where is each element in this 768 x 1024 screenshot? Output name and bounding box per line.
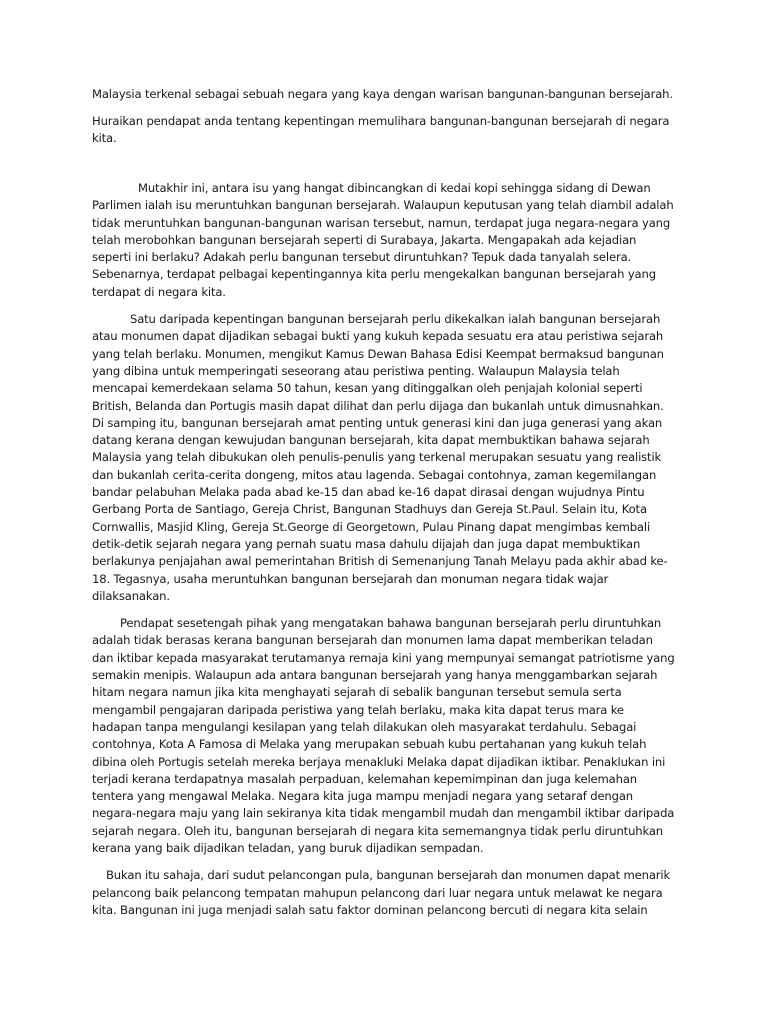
essay-paragraph-introduction: Mutakhir ini, antara isu yang hangat dibincangkan di kedai kopi sehingga sidang di Dewan Parlimen ialah isu meruntuhkan bangunan bersejarah. Walaupun keputusan yang telah diambil adalah tidak meruntuhkan bangunan-bangunan warisan tersebut, namun, terdapat juga negara-negara yang telah merobohkan bangunan bersejarah seperti di Surabaya, Jakarta. Mengapakah ada kejadian seperti ini berlaku? Adakah perlu bangunan tersebut diruntuhkan? Tepuk dada tanyalah selera. Sebenarnya, terdapat pelbagai kepentingannya kita perlu mengekalkan bangunan bersejarah yang terdapat di negara kita. <box>92 181 674 299</box>
essay-paragraph-point-three: Bukan itu sahaja, dari sudut pelancongan pula, bangunan bersejarah dan monumen dapat menarik pelancong baik pelancong tempatan mahupun pelancong dari luar negara untuk melawat ke negara kita. Bangunan ini juga menjadi salah satu faktor dominan pelancong bercuti di negara kita selain <box>92 868 671 917</box>
prompt-question: Huraikan pendapat anda tentang kepentingan memulihara bangunan-bangunan bersejarah di negara kita. <box>92 114 670 145</box>
essay-body <box>92 180 676 919</box>
essay-paragraph-point-two: Pendapat sesetengah pihak yang mengatakan bahawa bangunan bersejarah perlu diruntuhkan adalah tidak berasas kerana bangunan bersejarah dan monumen lama dapat memberikan teladan dan iktibar kepada masyarakat terutamanya remaja kini yang mempunyai semangat patriotisme yang semakin menipis. Walaupun ada antara bangunan bersejarah yang hanya menggambarkan sejarah hitam negara namun jika kita menghayati sejarah di sebalik bangunan tersebut semula serta mengambil pengajaran daripada peristiwa yang telah berlaku, maka kita dapat terus mara ke hadapan tanpa mengulangi kesilapan yang telah dilakukan oleh masyarakat terdahulu. Sebagai contohnya, Kota A Famosa di Melaka yang merupakan sebuah kubu pertahanan yang kukuh telah dibina oleh Portugis setelah mereka berjaya menakluki Melaka dapat dijadikan iktibar. Penaklukan ini terjadi kerana terdapatnya masalah perpaduan, kelemahan kepemimpinan dan juga kelemahan tentera yang mengawal Melaka. Negara kita juga mampu menjadi negara yang setaraf dengan negara-negara maju yang lain sekiranya kita tidak mengambil mudah dan mengambil iktibar daripada sejarah negara. Oleh itu, bangunan bersejarah di negara kita sememangnya tidak perlu diruntuhkan kerana yang baik dijadikan teladan, yang buruk dijadikan sempadan. <box>92 616 675 855</box>
essay-paragraph-point-one: Satu daripada kepentingan bangunan bersejarah perlu dikekalkan ialah bangunan bersejarah atau monumen dapat dijadikan sebagai bukti yang kukuh kepada sesuatu era atau peristiwa sejarah yang telah berlaku. Monumen, mengikut Kamus Dewan Bahasa Edisi Keempat bermaksud bangunan yang dibina untuk memperingati seseorang atau peristiwa penting. Walaupun Malaysia telah mencapai kemerdekaan selama 50 tahun, kesan yang ditinggalkan oleh penjajah kolonial seperti British, Belanda dan Portugis masih dapat dilihat dan perlu dijaga dan bukanlah untuk dimusnahkan. Di samping itu, bangunan bersejarah amat penting untuk generasi kini dan juga generasi yang akan datang kerana dengan kewujudan bangunan bersejarah, kita dapat membuktikan bahawa sejarah Malaysia yang telah dibukukan oleh penulis-penulis yang terkenal merupakan sesuatu yang realistik dan bukanlah cerita-cerita dongeng, mitos atau lagenda. Sebagai contohnya, zaman kegemilangan bandar pelabuhan Melaka pada abad ke-15 dan abad ke-16 dapat dirasai dengan wujudnya Pintu Gerbang Porta de Santiago, Gereja Christ, Bangunan Stadhuys dan Gereja St.Paul. Selain itu, Kota Cornwallis, Masjid Kling, Gereja St.George di Georgetown, Pulau Pinang dapat mengimbas kembali detik-detik sejarah negara yang pernah suatu masa dahulu dijajah dan juga dapat membuktikan berlakunya penjajahan awal pemerintahan British di Semenanjung Tanah Melayu pada akhir abad ke-18. Tegasnya, usaha meruntuhkan bangunan bersejarah dan monuman negara tidak wajar dilaksanakan. <box>92 312 668 603</box>
prompt-intro: Malaysia terkenal sebagai sebuah negara yang kaya dengan warisan bangunan-bangunan bersejarah. <box>92 87 673 101</box>
essay-prompt <box>92 86 676 147</box>
